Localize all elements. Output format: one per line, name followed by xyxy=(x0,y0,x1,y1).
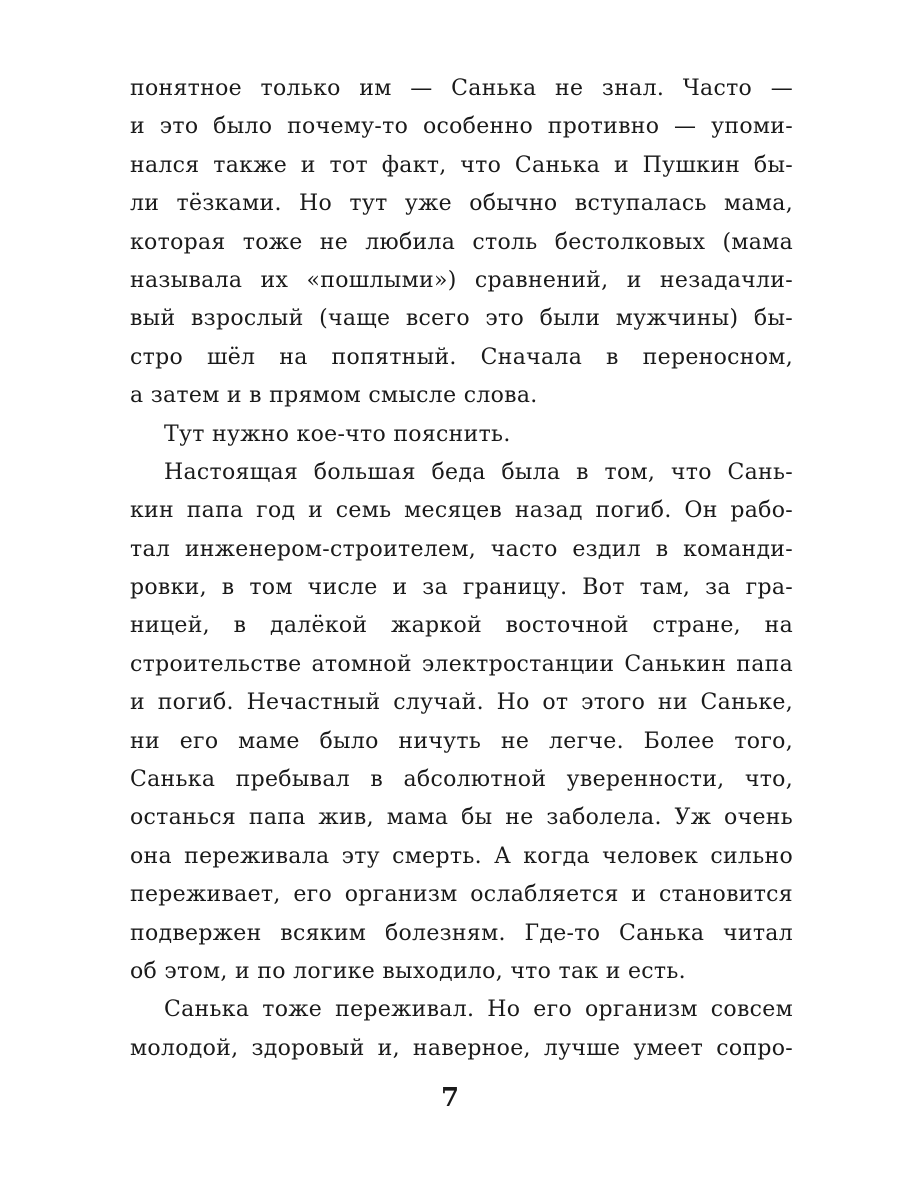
text-line: кин папа год и семь месяцев назад погиб. Он рабо- xyxy=(130,498,793,524)
text-line: Санька пребывал в абсолютной уверенности, что, xyxy=(130,767,793,793)
text-line: ницей, в далёкой жаркой восточной стране, на xyxy=(130,613,793,639)
text-line: Настоящая большая беда была в том, что Сань- xyxy=(164,459,793,485)
text-line: Санька тоже переживал. Но его организм совсем xyxy=(164,997,793,1023)
text-line: и это было почему-то особенно противно — упоми- xyxy=(130,114,793,140)
text-line: она переживала эту смерть. А когда человек сильно xyxy=(130,843,793,869)
text-line: вый взрослый (чаще всего это были мужчины) бы- xyxy=(130,306,793,332)
paragraph xyxy=(130,416,793,454)
paragraph xyxy=(130,991,793,1068)
text-line: которая тоже не любила столь бестолковых (мама xyxy=(130,229,793,255)
text-line: а затем и в прямом смысле слова. xyxy=(130,383,538,409)
text-line: называла их «пошлыми») сравнений, и незадачли- xyxy=(130,267,793,293)
text-line: нался также и тот факт, что Санька и Пушкин бы- xyxy=(130,152,793,178)
text-line: стро шёл на попятный. Сначала в переносном, xyxy=(130,344,793,370)
text-line: переживает, его организм ослабляется и становится xyxy=(130,882,793,908)
paragraph xyxy=(130,454,793,991)
text-line: понятное только им — Санька не знал. Часто — xyxy=(130,76,793,101)
text-line: ли тёзками. Но тут уже обычно вступалась мама, xyxy=(130,191,793,217)
text-line: молодой, здоровый и, наверное, лучше умеет сопро- xyxy=(130,1035,793,1061)
text-line: Тут нужно кое-что пояснить. xyxy=(164,421,511,447)
text-line: останься папа жив, мама бы не заболела. Уж очень xyxy=(130,805,793,831)
text-line: подвержен всяким болезням. Где-то Санька читал xyxy=(130,920,793,946)
text-line: и погиб. Нечастный случай. Но от этого ни Саньке, xyxy=(130,690,793,716)
text-line: тал инженером-строителем, часто ездил в команди- xyxy=(130,536,793,562)
text-line: об этом, и по логике выходило, что так и есть. xyxy=(130,958,686,984)
body-text xyxy=(130,70,793,1068)
text-line: ровки, в том числе и за границу. Вот там, за гра- xyxy=(130,575,793,601)
text-line: ни его маме было ничуть не легче. Более того, xyxy=(130,728,793,754)
text-line: строительстве атомной электростанции Санькин папа xyxy=(130,651,793,677)
paragraph xyxy=(130,70,793,416)
page-number: 7 xyxy=(440,1083,460,1113)
